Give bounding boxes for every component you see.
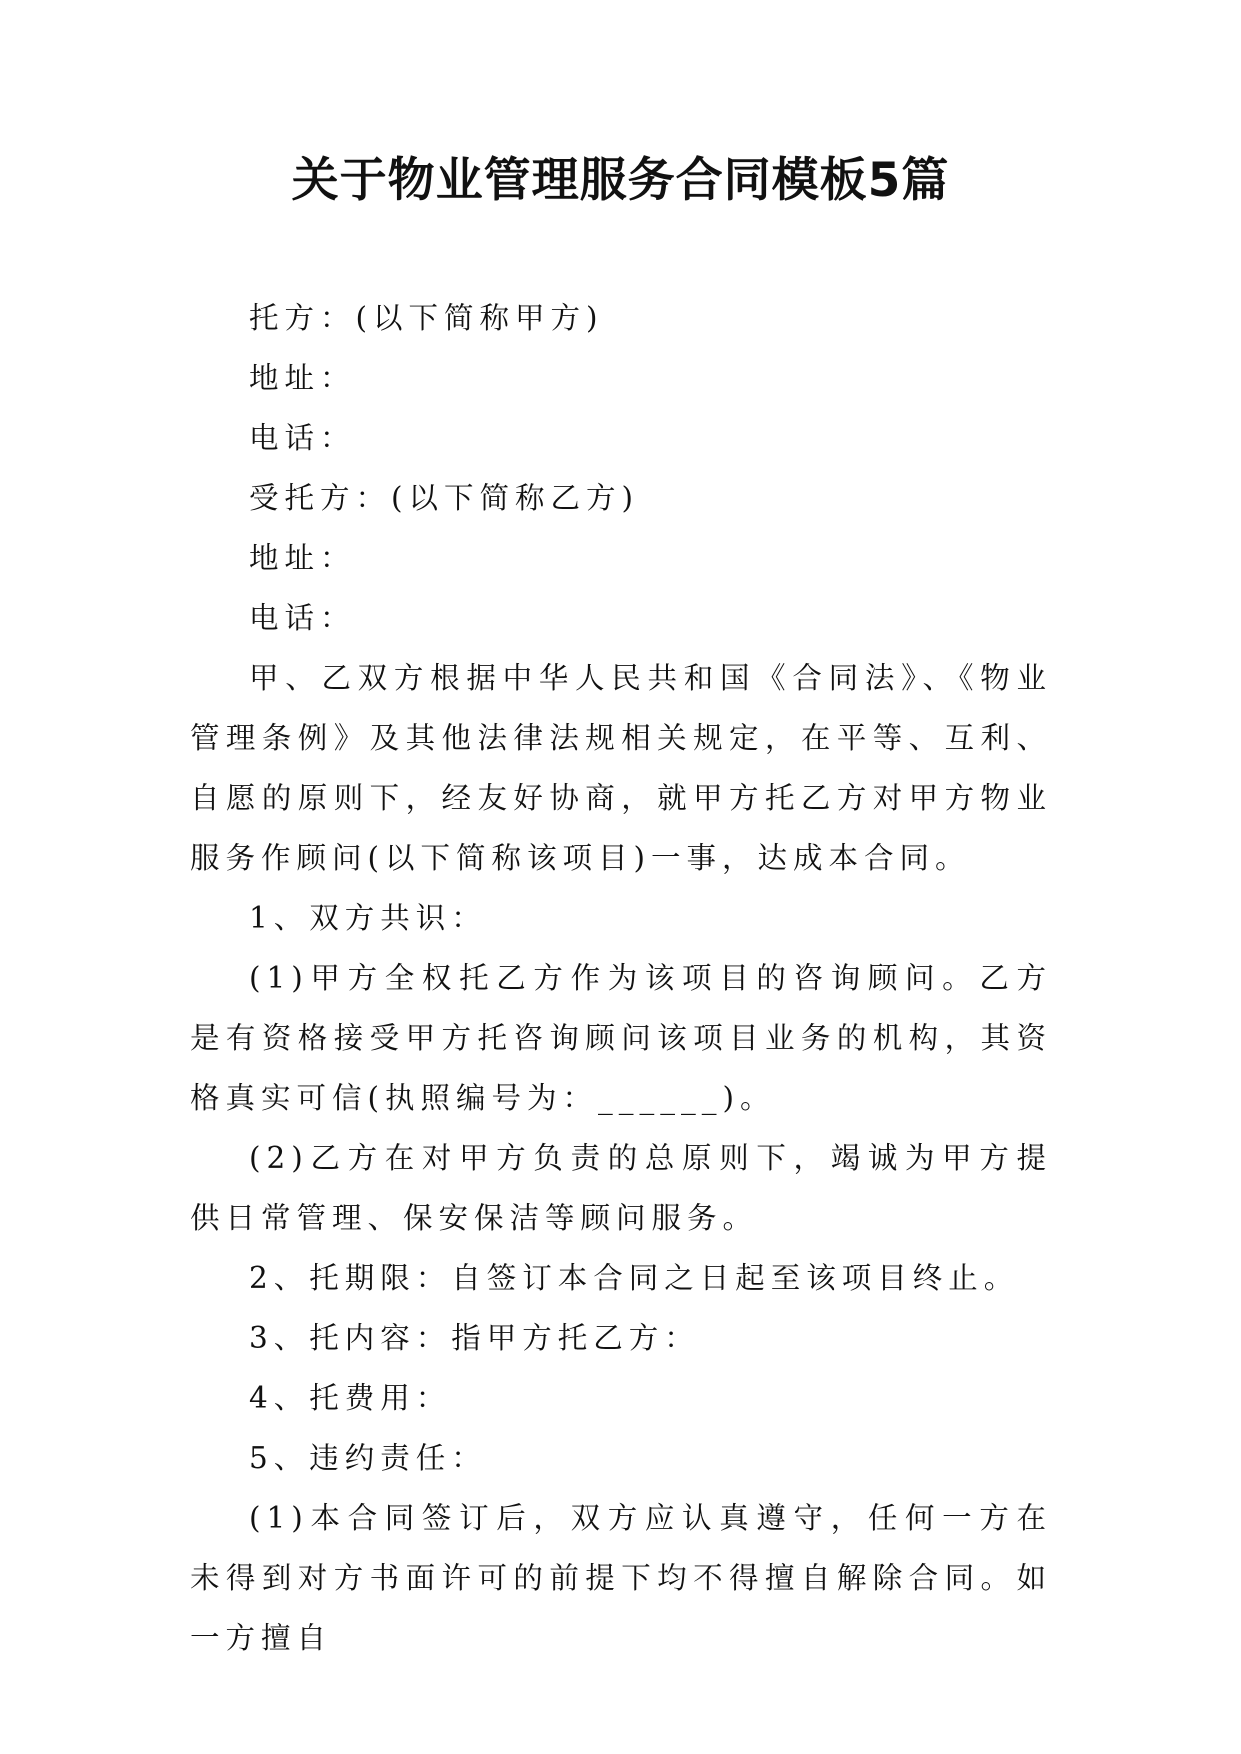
paragraph-clause-5-1: (1)本合同签订后，双方应认真遵守，任何一方在未得到对方书面许可的前提下均不得擅自解除合同。如一方擅自 bbox=[190, 1501, 1052, 1655]
paragraph-agent-phone: 电话： bbox=[249, 601, 356, 635]
paragraph-clause-4: 4、托费用： bbox=[249, 1381, 452, 1415]
paragraph-clause-5: 5、违约责任： bbox=[249, 1441, 487, 1475]
document-title: 关于物业管理服务合同模板5篇 bbox=[291, 153, 950, 208]
paragraph-clause-2: 2、托期限：自签订本合同之日起至该项目终止。 bbox=[249, 1261, 1020, 1295]
paragraph-agent-address: 地址： bbox=[249, 541, 356, 575]
paragraph-principal: 托方：(以下简称甲方) bbox=[249, 301, 604, 335]
document-body bbox=[190, 288, 1052, 1668]
paragraph-clause-1-1: (1)甲方全权托乙方作为该项目的咨询顾问。乙方是有资格接受甲方托咨询顾问该项目业务的机构，其资格真实可信(执照编号为：______)。 bbox=[190, 961, 1052, 1115]
paragraph-agent: 受托方：(以下简称乙方) bbox=[249, 481, 640, 515]
paragraph-principal-phone: 电话： bbox=[249, 421, 356, 455]
paragraph-clause-3: 3、托内容：指甲方托乙方： bbox=[249, 1321, 700, 1355]
paragraph-clause-1-2: (2)乙方在对甲方负责的总原则下，竭诚为甲方提供日常管理、保安保洁等顾问服务。 bbox=[190, 1141, 1052, 1235]
paragraph-preamble: 甲、乙双方根据中华人民共和国《合同法》、《物业管理条例》及其他法律法规相关规定，在平等、互利、自愿的原则下，经友好协商，就甲方托乙方对甲方物业服务作顾问(以下简称该项目)一事，达成本合同。 bbox=[190, 661, 1052, 875]
paragraph-principal-address: 地址： bbox=[249, 361, 356, 395]
paragraph-clause-1: 1、双方共识： bbox=[249, 901, 487, 935]
